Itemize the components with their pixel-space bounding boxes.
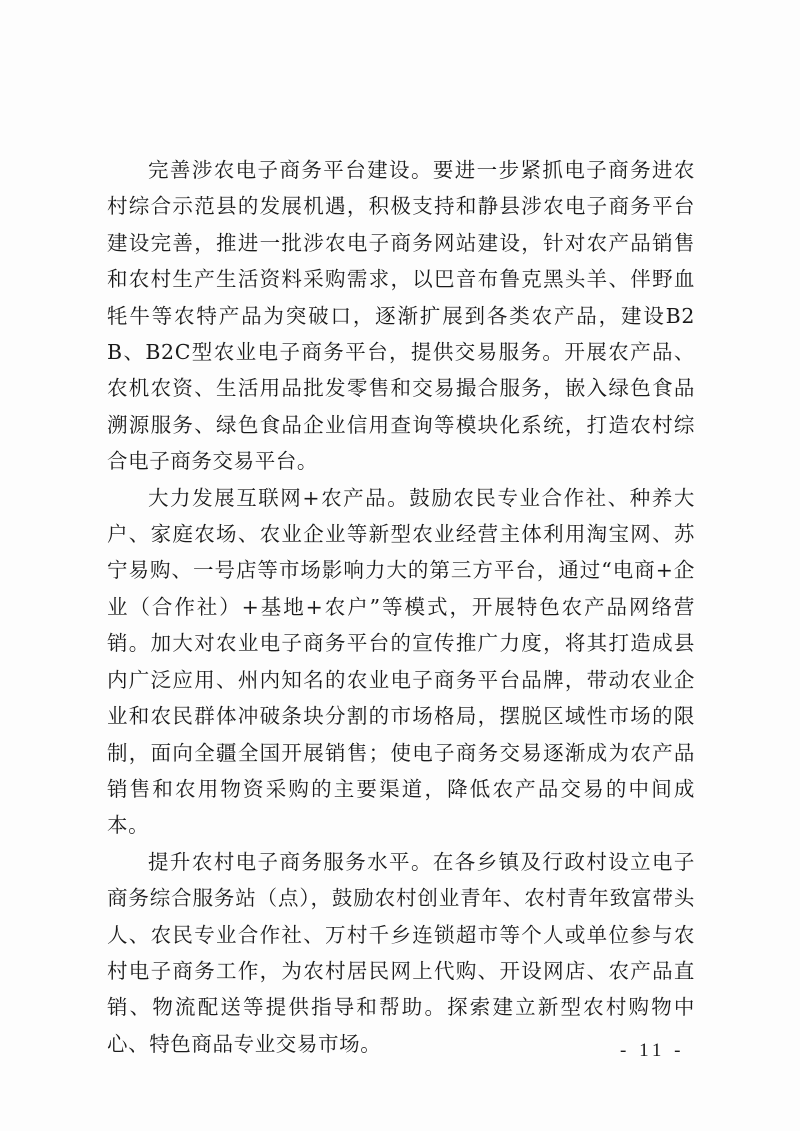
document-body bbox=[107, 152, 695, 1062]
paragraph-ecommerce-platform: 完善涉农电子商务平台建设。要进一步紧抓电子商务进农村综合示范县的发展机遇，积极支持和静县涉农电子商务平台建设完善，推进一批涉农电子商务网站建设，针对农产品销售和农村生产生活资料采购需求，以巴音布鲁克黑头羊、伴野血牦牛等农特产品为突破口，逐渐扩展到各类农产品，建设B2B、B2C型农业电子商务平台，提供交易服务。开展农产品、农机农资、生活用品批发零售和交易撮合服务，嵌入绿色食品溯源服务、绿色食品企业信用查询等模块化系统，打造农村综合电子商务交易平台。 bbox=[107, 158, 695, 474]
paragraph-rural-service: 提升农村电子商务服务水平。在各乡镇及行政村设立电子商务综合服务站（点），鼓励农村创业青年、农村青年致富带头人、农民专业合作社、万村千乡连锁超市等个人或单位参与农村电子商务工作，为农村居民网上代购、开设网店、农产品直销、物流配送等提供指导和帮助。探索建立新型农村购物中心、特色商品专业交易市场。 bbox=[107, 849, 695, 1056]
page-number: - 11 - bbox=[620, 1040, 685, 1061]
paragraph-internet-agriculture: 大力发展互联网+农产品。鼓励农民专业合作社、种养大户、家庭农场、农业企业等新型农业经营主体利用淘宝网、苏宁易购、一号店等市场影响力大的第三方平台，通过“电商+企业（合作社）+基地+农户”等模式，开展特色农产品网络营销。加大对农业电子商务平台的宣传推广力度，将其打造成县内广泛应用、州内知名的农业电子商务平台品牌，带动农业企业和农民群体冲破条块分割的市场格局，摆脱区域性市场的限制，面向全疆全国开展销售；使电子商务交易逐渐成为农产品销售和农用物资采购的主要渠道，降低农产品交易的中间成本。 bbox=[107, 485, 695, 838]
